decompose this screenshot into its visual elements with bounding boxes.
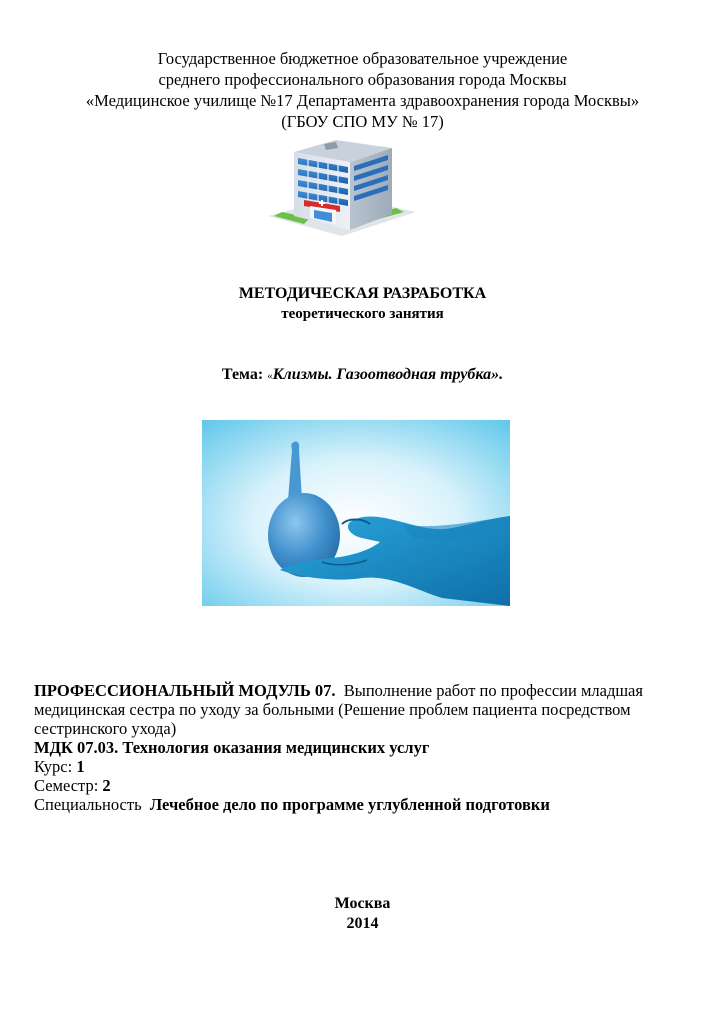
header-line-4: (ГБОУ СПО МУ № 17): [281, 112, 444, 131]
document-title: [0, 284, 725, 324]
mdk-line: МДК 07.03. Технология оказания медицинских услуг: [34, 738, 430, 757]
specialty-label: Специальность: [34, 795, 142, 814]
footer-city: Москва: [334, 895, 391, 912]
module-description: Выполнение работ по профессии младшая медицинская сестра по уходу за больными (Решение проблем пациента посредством сестринского ухода): [34, 681, 643, 738]
theme-text: Клизмы. Газоотводная трубка».: [272, 366, 504, 383]
specialty-line: [34, 795, 694, 814]
module-info: [34, 681, 694, 814]
hospital-building-icon: [264, 138, 419, 243]
semester-value: 2: [102, 776, 111, 795]
semester-label: Семестр:: [34, 776, 99, 795]
title-subtitle: теоретического занятия: [281, 306, 444, 322]
header-line-1: Государственное бюджетное образовательное учреждение: [157, 49, 568, 68]
specialty-value: Лечебное дело по программе углубленной подготовки: [149, 795, 550, 814]
theme-quote: «: [267, 370, 273, 382]
header-line-3: «Медицинское училище №17 Департамента здравоохранения города Москвы»: [85, 91, 640, 110]
header-line-2: среднего профессионального образования города Москвы: [158, 70, 567, 89]
institution-header: [0, 48, 725, 132]
module-title: ПРОФЕССИОНАЛЬНЫЙ МОДУЛЬ 07.: [34, 681, 336, 700]
footer-year: 2014: [346, 915, 379, 932]
lesson-theme: [0, 366, 725, 384]
theme-label: Тема:: [221, 366, 264, 383]
course-value: 1: [76, 757, 85, 776]
footer: [0, 894, 725, 934]
semester-line: [34, 776, 694, 795]
course-label: Курс:: [34, 757, 73, 776]
title-main: МЕТОДИЧЕСКАЯ РАЗРАБОТКА: [238, 285, 487, 302]
enema-bulb-glove-photo: [202, 420, 510, 606]
course-line: [34, 757, 694, 776]
module-paragraph: [34, 681, 694, 738]
